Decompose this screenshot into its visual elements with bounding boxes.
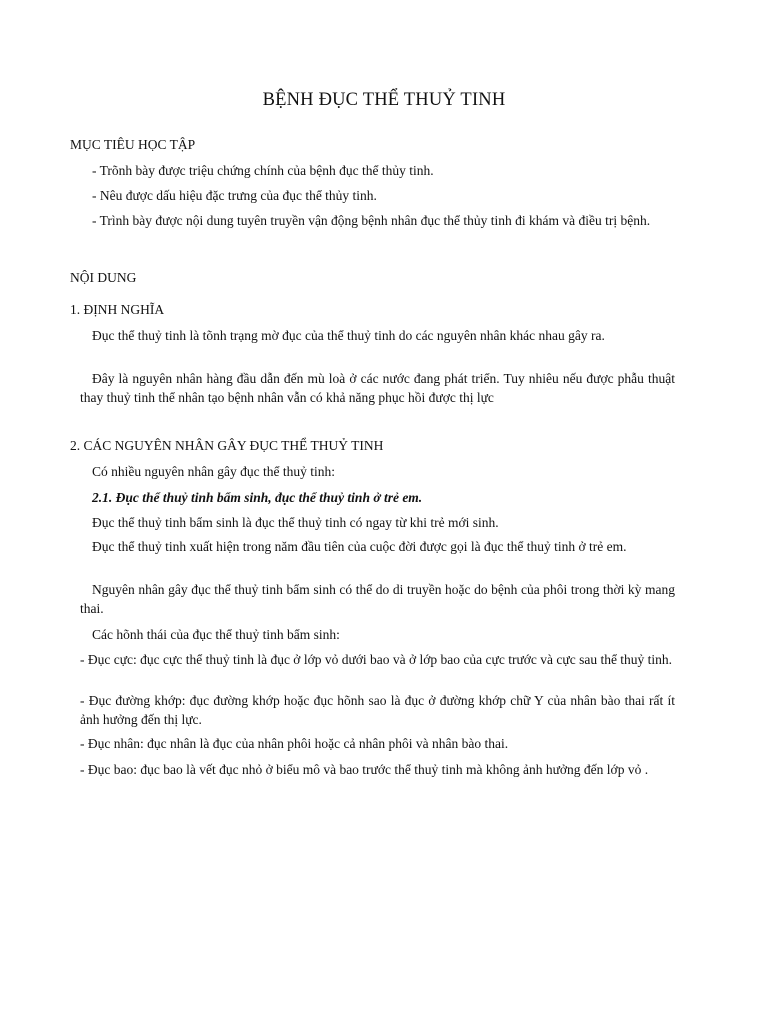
objectives-heading: MỤC TIÊU HỌC TẬP: [70, 137, 196, 152]
section2-list-item-4: - Đục bao: đục bao là vết đục nhỏ ở biểu mô và bao trước thể thuỷ tinh mà không ảnh hưởng đến lớp vỏ .: [80, 762, 649, 777]
section2-list-item-2: - Đục đường khớp: đục đường khớp hoặc đục hõnh sao là đục ở đường khớp chữ Y của nhân bào thai rất ít ảnh hưởng đến thị lực.: [80, 693, 675, 727]
content-heading: NỘI DUNG: [70, 270, 137, 285]
section1-paragraph-2: Đây là nguyên nhân hàng đầu dẫn đến mù loà ở các nước đang phát triển. Tuy nhiêu nếu được phẫu thuật thay thuỷ tinh thể nhân tạo bệnh nhân vẫn có khả năng phục hồi được thị lực: [80, 371, 675, 405]
objective-item-1: - Trõnh bày được triệu chứng chính của bệnh đục thể thủy tinh.: [92, 163, 434, 178]
section2-paragraph-4: Các hõnh thái của đục thể thuỷ tinh bẩm sinh:: [92, 627, 340, 642]
section1-heading: 1. ĐỊNH NGHĨA: [70, 302, 165, 317]
section2-paragraph-2: Đục thể thuỷ tinh xuất hiện trong năm đầu tiên của cuộc đời được gọi là đục thể thuỷ tinh ở trẻ em.: [92, 539, 627, 554]
document-title: BỆNH ĐỤC THỂ THUỶ TINH: [262, 90, 506, 110]
section2-list-item-1: - Đục cực: đục cực thể thuỷ tinh là đục ở lớp vỏ dưới bao và ở lớp bao của cực trước và cực sau thể thuỷ tinh.: [80, 652, 673, 667]
section2-list-item-3: - Đục nhân: đục nhân là đục của nhân phôi hoặc cả nhân phôi và nhân bào thai.: [80, 736, 509, 751]
section2-subheading: 2.1. Đục thể thuỷ tinh bẩm sinh, đục thể thuỷ tinh ở trẻ em.: [92, 490, 423, 505]
section2-paragraph-3: Nguyên nhân gây đục thể thuỷ tinh bẩm sinh có thể do di truyền hoặc do bệnh của phôi trong thời kỳ mang thai.: [80, 582, 675, 616]
section2-paragraph-1: Đục thể thuỷ tinh bẩm sinh là đục thể thuỷ tinh có ngay từ khi trẻ mới sinh.: [92, 515, 499, 530]
objective-item-2: - Nêu được dấu hiệu đặc trưng của đục thể thủy tinh.: [92, 188, 377, 203]
section1-paragraph-1: Đục thể thuỷ tinh là tõnh trạng mờ đục của thể thuỷ tinh do các nguyên nhân khác nhau gây ra.: [92, 328, 605, 343]
section2-heading: 2. CÁC NGUYÊN NHÂN GÂY ĐỤC THỂ THUỶ TINH: [70, 438, 384, 453]
objective-item-3: - Trình bày được nội dung tuyên truyền vận động bệnh nhân đục thể thủy tinh đi khám và điều trị bệnh.: [92, 213, 651, 228]
section2-intro: Có nhiều nguyên nhân gây đục thể thuỷ tinh:: [92, 464, 335, 479]
